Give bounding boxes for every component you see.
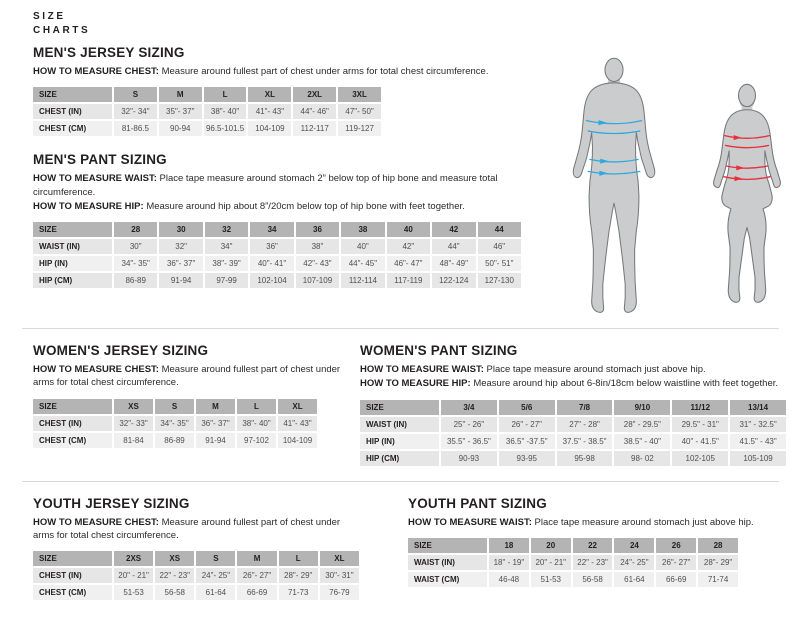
measure-instruction-line: HOW TO MEASURE WAIST: Place tape measure around stomach just above hip. — [360, 364, 706, 375]
measure-instruction-label: HOW TO MEASURE HIP: — [33, 200, 147, 212]
measure-instructions — [33, 65, 555, 78]
table-row — [408, 555, 738, 570]
size-value-cell: 36"- 37" — [196, 416, 235, 431]
column-header: 2XL — [293, 87, 336, 102]
size-value-cell: 91-94 — [159, 273, 202, 288]
size-value-cell: 44"- 46" — [293, 104, 336, 119]
size-value-cell: 22" - 23" — [573, 555, 613, 570]
size-value-cell: 81-84 — [114, 433, 153, 448]
size-value-cell: 71-74 — [698, 572, 738, 587]
section-womens-pant — [360, 329, 788, 468]
table-row — [33, 256, 521, 271]
row-label: HIP (CM) — [33, 273, 112, 288]
column-header: S — [196, 551, 235, 566]
size-value-cell: 119-127 — [338, 121, 381, 136]
size-value-cell: 95-98 — [557, 451, 613, 466]
size-value-cell: 97-99 — [205, 273, 248, 288]
measure-instruction-label: HOW TO MEASURE WAIST: — [33, 173, 160, 185]
column-header: 5/6 — [499, 400, 555, 415]
size-value-cell: 24"- 25" — [196, 568, 235, 583]
section-title: MEN'S PANT SIZING — [33, 152, 167, 168]
table-row — [33, 104, 381, 119]
size-value-cell: 117-119 — [387, 273, 430, 288]
column-header: 28 — [698, 538, 738, 553]
column-header: XL — [248, 87, 291, 102]
measure-instruction-label: HOW TO MEASURE HIP: — [360, 378, 474, 390]
table-row — [33, 568, 359, 583]
male-head — [605, 58, 623, 81]
column-header: 22 — [573, 538, 613, 553]
section-youth-jersey — [33, 482, 363, 603]
table-header-row — [33, 551, 359, 566]
table-header-row — [33, 399, 317, 414]
female-silhouette-icon — [697, 83, 797, 315]
size-value-cell: 56-58 — [573, 572, 613, 587]
measure-instruction-label: HOW TO MEASURE CHEST: — [33, 364, 162, 375]
size-value-cell: 34"- 35" — [155, 416, 194, 431]
column-header: 20 — [531, 538, 571, 553]
measure-instructions — [33, 363, 348, 390]
column-header: 32 — [205, 222, 248, 237]
size-value-cell: 27" - 28" — [557, 417, 613, 432]
section-title: YOUTH PANT SIZING — [408, 495, 547, 511]
size-value-cell: 40" - 41.5" — [672, 434, 728, 449]
table-row — [360, 417, 786, 432]
row-label: HIP (IN) — [360, 434, 439, 449]
section-youth-pant — [408, 482, 754, 603]
size-value-cell: 66-69 — [656, 572, 696, 587]
size-value-cell: 28" - 29.5" — [614, 417, 670, 432]
size-value-cell: 41"- 43" — [248, 104, 291, 119]
row-label: CHEST (IN) — [33, 104, 112, 119]
mens-sizing-column — [33, 39, 555, 315]
column-header: M — [196, 399, 235, 414]
measure-instruction-label: HOW TO MEASURE CHEST: — [33, 66, 162, 77]
row-label: CHEST (IN) — [33, 568, 112, 583]
size-value-cell: 31" - 32.5" — [730, 417, 786, 432]
column-header: S — [114, 87, 157, 102]
measure-instructions — [408, 516, 754, 529]
row-label: CHEST (CM) — [33, 121, 112, 136]
size-value-cell: 38" — [296, 239, 339, 254]
table-header-row — [33, 87, 381, 102]
column-header: 9/10 — [614, 400, 670, 415]
size-value-cell: 35.5" - 36.5" — [441, 434, 497, 449]
size-value-cell: 36" — [250, 239, 293, 254]
corner-header: SIZE — [360, 400, 439, 415]
column-header: XS — [114, 399, 153, 414]
size-value-cell: 122-124 — [432, 273, 475, 288]
size-value-cell: 30" — [114, 239, 157, 254]
size-value-cell: 50"- 51" — [478, 256, 522, 271]
size-value-cell: 44"- 45" — [341, 256, 384, 271]
measure-instruction-label: HOW TO MEASURE CHEST: — [33, 516, 162, 528]
size-value-cell: 40" — [341, 239, 384, 254]
youth-jersey-table — [31, 549, 361, 602]
row-label: CHEST (IN) — [33, 416, 112, 431]
column-header: 36 — [296, 222, 339, 237]
column-header: 38 — [341, 222, 384, 237]
size-value-cell: 104-109 — [278, 433, 317, 448]
table-row — [360, 434, 786, 449]
size-value-cell: 44" — [432, 239, 475, 254]
size-value-cell: 41"- 43" — [278, 416, 317, 431]
corner-header: SIZE — [33, 222, 112, 237]
section-title: WOMEN'S JERSEY SIZING — [33, 343, 209, 358]
measure-instruction-line: HOW TO MEASURE WAIST: Place tape measure around stomach just above hip. — [408, 516, 754, 528]
size-value-cell: 41.5" - 43" — [730, 434, 786, 449]
size-value-cell: 47"- 50" — [338, 104, 381, 119]
measure-instruction-label: HOW TO MEASURE WAIST: — [360, 364, 487, 375]
row-label: CHEST (CM) — [33, 585, 112, 600]
section-mens-jersey — [33, 45, 555, 138]
measure-instructions — [360, 363, 788, 391]
column-header: 3XL — [338, 87, 381, 102]
measure-instructions — [33, 172, 555, 213]
column-header: 28 — [114, 222, 157, 237]
size-value-cell: 61-64 — [614, 572, 654, 587]
column-header: 40 — [387, 222, 430, 237]
row-label: HIP (CM) — [360, 451, 439, 466]
brand-line2: CHARTS — [33, 24, 91, 36]
size-value-cell: 34" — [205, 239, 248, 254]
column-header: M — [237, 551, 276, 566]
measure-instruction-line: HOW TO MEASURE WAIST: Place tape measure around stomach 2” below top of hip bone and measure total circumference. — [33, 173, 498, 198]
column-header: 42 — [432, 222, 475, 237]
size-value-cell: 32"- 34" — [114, 104, 157, 119]
size-value-cell: 26"- 27" — [656, 555, 696, 570]
table-row — [408, 572, 738, 587]
size-value-cell: 30"- 31" — [320, 568, 359, 583]
measure-instruction-line: HOW TO MEASURE HIP: Measure around hip about 8”/20cm below top of hip bone with feet together. — [33, 200, 465, 212]
size-value-cell: 34"- 35" — [114, 256, 157, 271]
size-value-cell: 102-104 — [250, 273, 293, 288]
corner-header: SIZE — [33, 87, 112, 102]
size-value-cell: 24"- 25" — [614, 555, 654, 570]
size-value-cell: 51-53 — [114, 585, 153, 600]
size-value-cell: 127-130 — [478, 273, 522, 288]
size-value-cell: 26"- 27" — [237, 568, 276, 583]
size-value-cell: 71-73 — [279, 585, 318, 600]
size-value-cell: 61-64 — [196, 585, 235, 600]
row-label: CHEST (CM) — [33, 433, 112, 448]
mens-pant-table — [31, 220, 523, 290]
column-header: 2XS — [114, 551, 153, 566]
size-value-cell: 56-58 — [155, 585, 194, 600]
brand-line1: SIZE — [33, 11, 66, 22]
size-value-cell: 32" — [159, 239, 202, 254]
size-value-cell: 81-86.5 — [114, 121, 157, 136]
size-value-cell: 38"- 39" — [205, 256, 248, 271]
size-value-cell: 107-109 — [296, 273, 339, 288]
column-header: 44 — [478, 222, 522, 237]
size-value-cell: 36"- 37" — [159, 256, 202, 271]
male-body — [573, 83, 654, 313]
size-value-cell: 86-89 — [155, 433, 194, 448]
size-value-cell: 20" - 21" — [531, 555, 571, 570]
column-header: XS — [155, 551, 194, 566]
size-value-cell: 25" - 26" — [441, 417, 497, 432]
column-header: 26 — [656, 538, 696, 553]
corner-header: SIZE — [33, 551, 112, 566]
column-header: M — [159, 87, 202, 102]
size-value-cell: 96.5-101.5 — [204, 121, 247, 136]
size-value-cell: 90-93 — [441, 451, 497, 466]
size-value-cell: 91-94 — [196, 433, 235, 448]
size-value-cell: 102-105 — [672, 451, 728, 466]
youth-pant-table — [406, 536, 740, 589]
measure-instructions — [33, 516, 363, 543]
section-mens-pant — [33, 152, 555, 290]
male-silhouette-icon — [555, 57, 673, 315]
size-value-cell: 35"- 37" — [159, 104, 202, 119]
table-row — [33, 273, 521, 288]
size-value-cell: 40"- 41" — [250, 256, 293, 271]
corner-header: SIZE — [408, 538, 487, 553]
column-header: S — [155, 399, 194, 414]
size-value-cell: 18" - 19" — [489, 555, 529, 570]
size-value-cell: 46" — [478, 239, 522, 254]
table-row — [33, 416, 317, 431]
size-value-cell: 93-95 — [499, 451, 555, 466]
size-value-cell: 38"- 40" — [204, 104, 247, 119]
size-value-cell: 48"- 49" — [432, 256, 475, 271]
table-row — [33, 433, 317, 448]
table-header-row — [360, 400, 786, 415]
column-header: 18 — [489, 538, 529, 553]
size-value-cell: 98- 02 — [614, 451, 670, 466]
youth-sizing-band — [33, 482, 788, 603]
column-header: 3/4 — [441, 400, 497, 415]
section-womens-jersey — [33, 329, 348, 468]
size-value-cell: 37.5" - 38.5" — [557, 434, 613, 449]
size-value-cell: 26" - 27" — [499, 417, 555, 432]
size-value-cell: 28"- 29" — [279, 568, 318, 583]
womens-pant-table — [358, 398, 788, 468]
measure-instruction-label: HOW TO MEASURE WAIST: — [408, 516, 535, 528]
measure-instruction-line: HOW TO MEASURE CHEST: Measure around fullest part of chest under arms for total chest circumference. — [33, 516, 341, 541]
mens-sizing-band — [33, 39, 788, 315]
row-label: WAIST (IN) — [360, 417, 439, 432]
mens-jersey-table — [31, 85, 383, 138]
size-value-cell: 42" — [387, 239, 430, 254]
size-value-cell: 20" - 21" — [114, 568, 153, 583]
womens-sizing-band — [33, 329, 788, 468]
table-row — [33, 239, 521, 254]
size-value-cell: 42"- 43" — [296, 256, 339, 271]
female-head — [739, 84, 756, 106]
column-header: XL — [278, 399, 317, 414]
size-value-cell: 36.5" -37.5" — [499, 434, 555, 449]
size-value-cell: 51-53 — [531, 572, 571, 587]
column-header: 24 — [614, 538, 654, 553]
size-value-cell: 112-117 — [293, 121, 336, 136]
size-value-cell: 112-114 — [341, 273, 384, 288]
row-label: WAIST (CM) — [408, 572, 487, 587]
size-value-cell: 104-109 — [248, 121, 291, 136]
section-title: MEN'S JERSEY SIZING — [33, 45, 185, 60]
size-value-cell: 38"- 40" — [237, 416, 276, 431]
brand-logo — [33, 10, 788, 37]
row-label: WAIST (IN) — [408, 555, 487, 570]
measure-instruction-line: HOW TO MEASURE CHEST: Measure around fullest part of chest under arms for total chest circumference. — [33, 364, 341, 389]
womens-jersey-table — [31, 397, 319, 450]
column-header: 13/14 — [730, 400, 786, 415]
size-value-cell: 86-89 — [114, 273, 157, 288]
table-header-row — [33, 222, 521, 237]
measure-instruction-line: HOW TO MEASURE HIP: Measure around hip about 6-8in/18cm below waistline with feet together. — [360, 378, 779, 390]
column-header: 34 — [250, 222, 293, 237]
size-value-cell: 32"- 33" — [114, 416, 153, 431]
row-label: HIP (IN) — [33, 256, 112, 271]
column-header: 7/8 — [557, 400, 613, 415]
size-value-cell: 22" - 23" — [155, 568, 194, 583]
measurement-figures — [555, 39, 800, 315]
size-value-cell: 90-94 — [159, 121, 202, 136]
column-header: XL — [320, 551, 359, 566]
table-header-row — [408, 538, 738, 553]
size-value-cell: 29.5" - 31" — [672, 417, 728, 432]
measure-instruction-line: HOW TO MEASURE CHEST: Measure around fullest part of chest under arms for total chest circumference. — [33, 66, 489, 77]
table-row — [33, 585, 359, 600]
column-header: L — [204, 87, 247, 102]
column-header: L — [279, 551, 318, 566]
column-header: L — [237, 399, 276, 414]
size-value-cell: 66-69 — [237, 585, 276, 600]
size-value-cell: 76-79 — [320, 585, 359, 600]
size-value-cell: 105-109 — [730, 451, 786, 466]
size-value-cell: 46-48 — [489, 572, 529, 587]
size-value-cell: 38.5" - 40" — [614, 434, 670, 449]
section-title: WOMEN'S PANT SIZING — [360, 343, 518, 358]
size-value-cell: 46"- 47" — [387, 256, 430, 271]
column-header: 11/12 — [672, 400, 728, 415]
row-label: WAIST (IN) — [33, 239, 112, 254]
table-row — [33, 121, 381, 136]
size-value-cell: 97-102 — [237, 433, 276, 448]
size-value-cell: 28"- 29" — [698, 555, 738, 570]
corner-header: SIZE — [33, 399, 112, 414]
column-header: 30 — [159, 222, 202, 237]
section-title: YOUTH JERSEY SIZING — [33, 495, 190, 511]
table-row — [360, 451, 786, 466]
